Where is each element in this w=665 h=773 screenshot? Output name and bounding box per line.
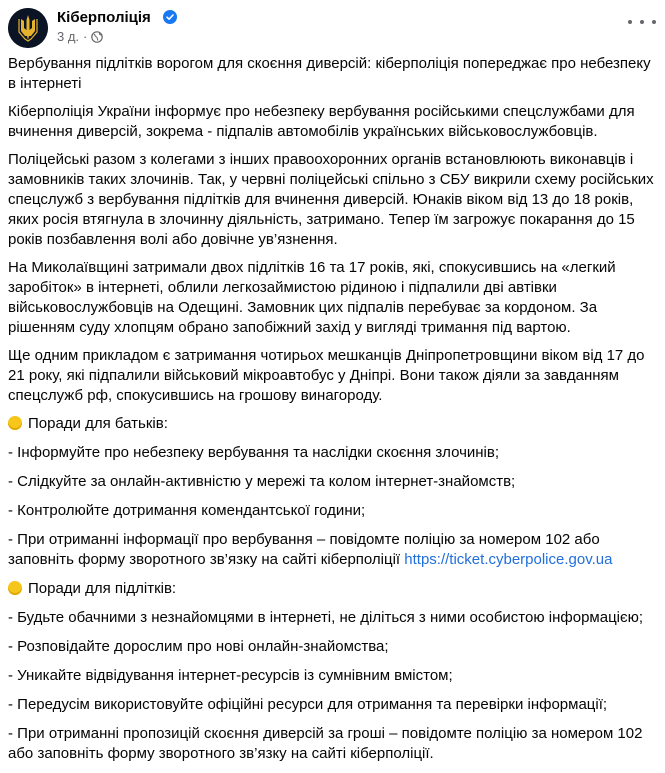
list-item: - Будьте обачними з незнайомцями в інтернеті, не діліться з ними особистою інформацією; [8, 609, 644, 626]
post-paragraph: Ще одним прикладом є затримання чотирьох мешканців Дніпропетровщини віком від 17 до 21 року, які підпалили військовий мікроавтобус у Дніпрі. Вони також діяли за завданням спецслужб рф, спокусившись на грошову винагороду. [8, 347, 645, 404]
globe-icon [91, 31, 103, 43]
police-emblem [8, 8, 48, 48]
post-paragraph: На Миколаївщині затримали двох підлітків 16 та 17 років, які, спокусившись на «легкий заробіток» в інтернеті, облили легкозаймистою рідиною і підпалили дві автівки військовослужбовців на Одещині. Замовник цих підпалів перебуває за кордоном. За рішенням суду хлопцям обрано запобіжний захід у вигляді тримання під вартою. [8, 259, 616, 336]
yellow-circle-emoji [8, 581, 22, 595]
parents-heading [8, 414, 660, 434]
verified-badge-icon [163, 10, 177, 24]
page-name[interactable]: Кіберполіція [57, 9, 151, 26]
more-options-icon[interactable] [628, 14, 656, 30]
post-title: Вербування підлітків ворогом для скоєння диверсій: кіберполіція попереджає про небезпеку в інтернеті [8, 55, 651, 92]
list-item: - При отриманні пропозицій скоєння диверсій за гроші – повідомте поліцію за номером 102 або заповніть форму зворотного зв’язку на сайті кіберполіції. [8, 725, 643, 762]
cyberpolice-link[interactable]: https://ticket.cyberpolice.gov.ua [404, 551, 613, 568]
post-paragraph: Поліцейські разом з колегами з інших правоохоронних органів встановлюють виконавців і замовників таких злочинів. Так, у червні поліцейські спільно з СБУ викрили схему російських спецслужб з вербування підлітків для вчинення диверсій. Юнаків віком від 13 до 18 років, яких росія втягнула в злочинну діяльність, затримано. Тепер їм загрожує покарання до 15 років позбавлення волі або довічне ув’язнення. [8, 151, 654, 248]
list-item: - Передусім використовуйте офіційні ресурси для отримання та перевірки інформації; [8, 696, 608, 713]
post-paragraph: Кіберполіція України інформує про небезпеку вербування російськими спецслужбами для вчинення диверсій, зокрема - підпалів автомобілів українських військовослужбовців. [8, 103, 635, 140]
teens-heading-text: Поради для підлітків: [28, 580, 177, 597]
list-item [8, 530, 660, 570]
list-item-text: - При отриманні інформації про вербування – повідомте поліцію за номером 102 або заповніть форму зворотного зв’язку на сайті кіберполіції [8, 531, 600, 568]
yellow-circle-emoji [8, 416, 22, 430]
parents-heading-text: Поради для батьків: [28, 415, 168, 432]
post-timestamp[interactable]: 3 д. [57, 29, 80, 44]
meta-separator: · [83, 29, 88, 44]
list-item: - Контролюйте дотримання комендантської години; [8, 502, 366, 519]
list-item: - Уникайте відвідування інтернет-ресурсів із сумнівним вмістом; [8, 667, 453, 684]
post-header [0, 0, 665, 54]
more-dot [628, 20, 632, 24]
post-meta [57, 29, 103, 45]
more-dot [640, 20, 644, 24]
list-item: - Інформуйте про небезпеку вербування та наслідки скоєння злочинів; [8, 444, 500, 461]
teens-heading [8, 579, 660, 599]
post-body [8, 54, 660, 773]
more-dot [652, 20, 656, 24]
page-avatar[interactable] [8, 8, 48, 48]
list-item: - Слідкуйте за онлайн-активністю у мережі та колом інтернет-знайомств; [8, 473, 516, 490]
list-item: - Розповідайте дорослим про нові онлайн-знайомства; [8, 638, 389, 655]
